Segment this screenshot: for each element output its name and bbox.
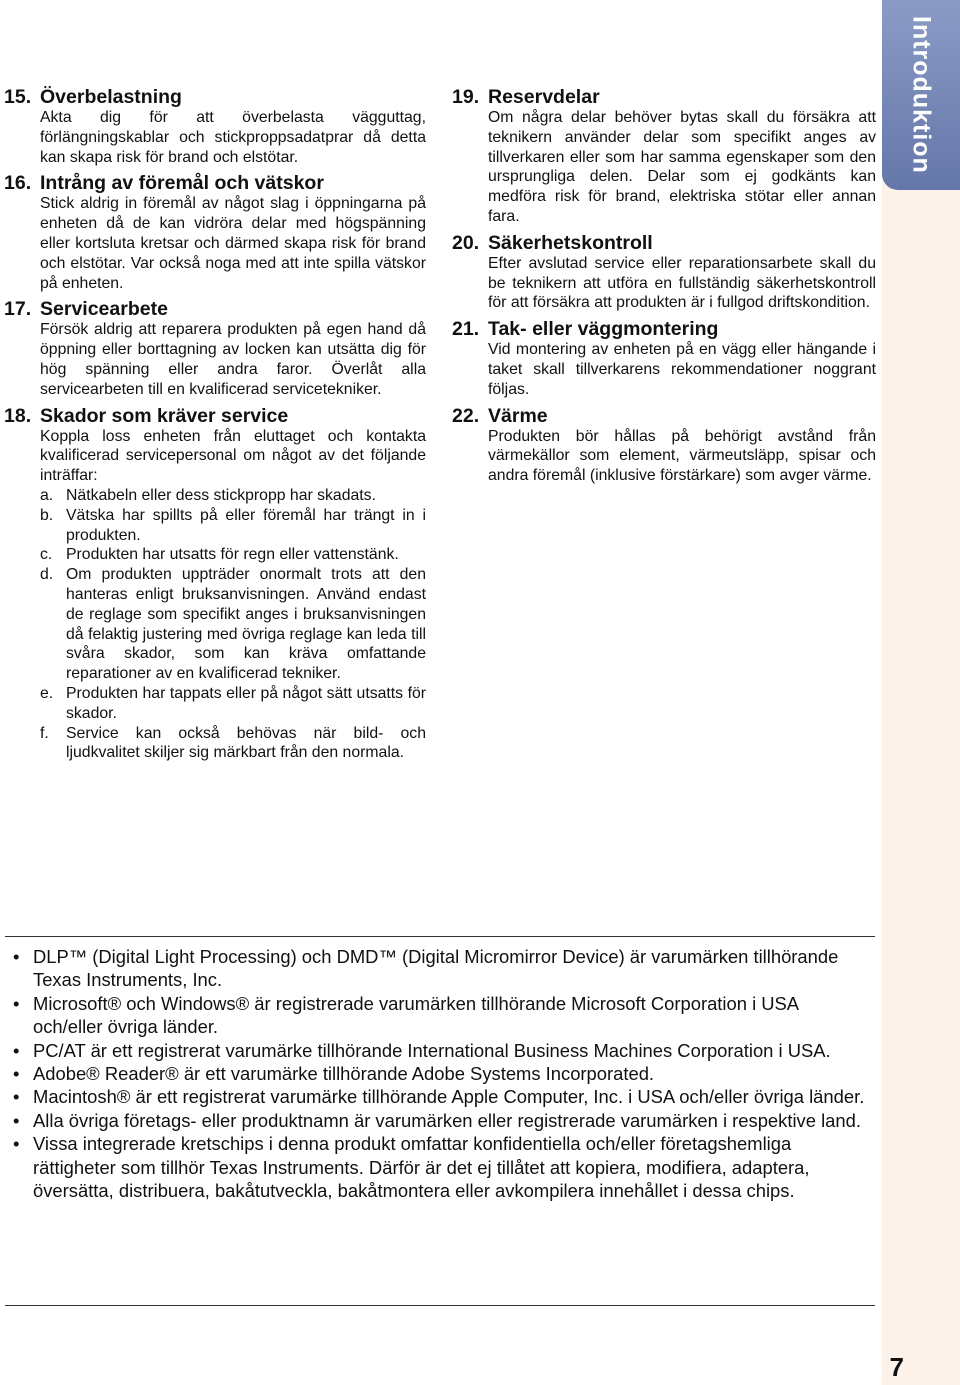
trademark-notices	[5, 936, 875, 1306]
section-heading: Reservdelar	[488, 86, 600, 108]
section-17	[4, 298, 426, 399]
list-item-text: Produkten har utsatts för regn eller vattenstänk.	[66, 546, 399, 564]
trademark-item	[11, 1085, 869, 1108]
section-body: Efter avslutad service eller reparationsarbete skall du be teknikern att utföra en fullständig säkerhetskontroll för att försäkra att produkten är i fullgod driftskondition.	[488, 254, 876, 312]
list-item-letter: d.	[40, 566, 54, 584]
section-body: Produkten bör hållas på behörigt avstånd från värmekällor som element, värmeutsläpp, spisar och andra föremål (inklusive förstärkare) som avger värme.	[488, 427, 876, 485]
trademark-text: Adobe® Reader® är ett varumärke tillhörande Adobe Systems Incorporated.	[33, 1063, 655, 1085]
list-item-text: Nätkabeln eller dess stickpropp har skadats.	[66, 486, 376, 504]
section-body: Vid montering av enheten på en vägg eller hängande i taket skall tillverkarens rekommendationer noggrant följas.	[488, 341, 876, 398]
bullet-icon: •	[13, 1133, 20, 1155]
page-number: 7	[889, 1352, 904, 1382]
section-heading: Säkerhetskontroll	[488, 231, 653, 254]
section-title	[4, 298, 426, 320]
trademark-text: Alla övriga företags- eller produktnamn är varumärken eller registrerade varumärken i respektive land.	[33, 1109, 861, 1131]
trademark-text: Vissa integrerade kretschips i denna produkt omfattar konfidentiella och/eller företagshemliga rättigheter som tillhör Texas Instruments. Därför är det ej tillåtet att kopiera, modifiera, adaptera, översätta, distribuera, bakåtutveckla, bakåtmontera eller avkompilera innehållet i dessa chips.	[33, 1133, 810, 1202]
list-item-letter: e.	[40, 684, 54, 702]
section-title	[4, 86, 426, 108]
trademark-item	[11, 1132, 869, 1202]
section-number: 16.	[4, 172, 32, 195]
section-number: 21.	[452, 318, 480, 341]
trademark-item	[11, 992, 869, 1039]
section-body: Försök aldrig att reparera produkten på egen hand då öppning eller borttagning av locken kan utsätta dig för hög spänning eller andra faror. Överlåt alla servicearbeten till en kvalificerad servicetekniker.	[40, 321, 426, 398]
section-20	[452, 232, 876, 313]
trademark-item	[11, 1039, 869, 1062]
section-15	[4, 86, 426, 167]
trademark-item	[11, 1062, 869, 1085]
list-item	[40, 724, 426, 764]
list-item-letter: c.	[40, 546, 53, 564]
list-item-letter: f.	[40, 724, 49, 742]
list-item	[40, 545, 426, 565]
list-item	[40, 486, 426, 506]
trademark-text: Macintosh® är ett registrerat varumärke tillhörande Apple Computer, Inc. i USA och/eller övriga länder.	[33, 1086, 865, 1108]
trademark-item	[11, 1109, 869, 1132]
list-item-letter: a.	[40, 486, 54, 504]
trademark-item	[11, 945, 869, 992]
list-item-text: Service kan också behövas när bild- och ljudkvalitet skiljer sig märkbart från den normala.	[66, 724, 426, 762]
section-heading: Skador som kräver service	[40, 404, 289, 427]
trademark-text: DLP™ (Digital Light Processing) och DMD™ (Digital Micromirror Device) är varumärken tillhörande Texas Instruments, Inc.	[33, 946, 839, 991]
sublist	[40, 486, 426, 763]
list-item-text: Produkten har tappats eller på något sätt utsatts för skador.	[66, 684, 426, 722]
section-number: 19.	[452, 86, 480, 108]
section-heading: Tak- eller väggmontering	[488, 318, 719, 341]
section-title	[452, 86, 876, 108]
trademark-list	[11, 945, 869, 1202]
section-body: Om några delar behöver bytas skall du försäkra att teknikern använder delar som specifikt anges av tillverkaren eller som har samma egenskaper som den ursprungliga delen. Delar som ej godkänts kan medföra risk för brand, elektriska stötar eller annan fara.	[488, 109, 876, 225]
section-number: 18.	[4, 404, 32, 427]
side-tab-label: Introduktion	[907, 16, 936, 174]
section-title	[4, 405, 426, 427]
list-item	[40, 684, 426, 724]
bullet-icon: •	[13, 1063, 20, 1085]
side-tab-header[interactable]	[882, 0, 960, 190]
section-number: 20.	[452, 231, 480, 254]
section-21	[452, 318, 876, 399]
section-title	[452, 318, 876, 340]
trademark-text: Microsoft® och Windows® är registrerade varumärken tillhörande Microsoft Corporation i USA och/eller övriga länder.	[33, 992, 799, 1038]
list-item	[40, 565, 426, 684]
section-heading: Värme	[488, 404, 548, 427]
left-column	[4, 86, 426, 768]
list-item-letter: b.	[40, 506, 54, 524]
right-column	[452, 86, 876, 491]
section-heading: Intrång av föremål och vätskor	[40, 172, 324, 195]
section-16	[4, 172, 426, 293]
section-title	[4, 172, 426, 194]
side-tab	[882, 0, 960, 1385]
section-heading: Överbelastning	[40, 86, 182, 108]
section-number: 17.	[4, 298, 32, 321]
section-body: Koppla loss enheten från eluttaget och kontakta kvalificerad servicepersonal om något av det följande inträffar:	[40, 427, 426, 485]
list-item-text: Om produkten uppträder onormalt trots att den hanteras enligt bruksanvisningen. Använd endast de reglage som specifikt anges i bruksanvisningen då felaktig justering med övriga reglage kan leda till svåra skador, som kan kräva omfattande reparationer av en kvalificerad tekniker.	[66, 566, 426, 683]
section-22	[452, 405, 876, 486]
section-number: 15.	[4, 86, 32, 108]
bullet-icon: •	[13, 946, 20, 967]
section-title	[452, 405, 876, 427]
section-18	[4, 405, 426, 764]
section-number: 22.	[452, 404, 480, 427]
section-body: Stick aldrig in föremål av något slag i öppningarna på enheten då de kan vidröra delar med högspänning eller kortsluta kretsar och därmed skapa risk för brand och elstötar. Var också noga med att inte spilla vätskor på enheten.	[40, 195, 426, 292]
bullet-icon: •	[13, 1086, 20, 1108]
list-item-text: Vätska har spillts på eller föremål har trängt in i produkten.	[66, 506, 426, 544]
trademark-text: PC/AT är ett registrerat varumärke tillhörande International Business Machines Corporation i USA.	[33, 1039, 831, 1061]
section-title	[452, 232, 876, 254]
bullet-icon: •	[13, 1039, 20, 1061]
section-19	[452, 86, 876, 227]
bullet-icon: •	[13, 992, 20, 1014]
section-body: Akta dig för att överbelasta vägguttag, förlängningskablar och stickproppsadatprar då detta kan skapa risk för brand och elstötar.	[40, 109, 426, 166]
bullet-icon: •	[13, 1109, 20, 1131]
list-item	[40, 506, 426, 546]
section-heading: Servicearbete	[40, 298, 168, 321]
